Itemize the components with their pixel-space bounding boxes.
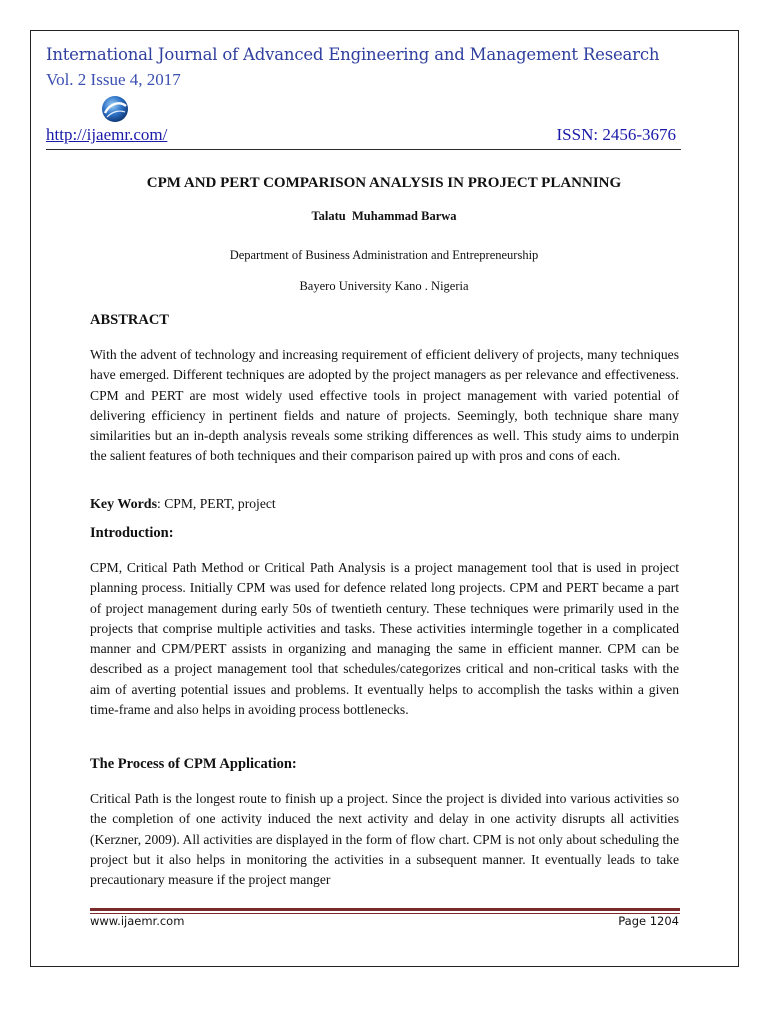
affiliation-university: Bayero University Kano . Nigeria: [299, 279, 469, 293]
cpm-process-heading: The Process of CPM Application:: [90, 756, 297, 772]
issn-label: ISSN: 2456-3676: [556, 125, 676, 144]
paper-title: CPM AND PERT COMPARISON ANALYSIS IN PROJECT PLANNING: [146, 175, 622, 191]
cpm-process-text: Critical Path is the longest route to finish up a project. Since the project is divided into various activities so the completion of one activity induced the next activity and delay in one activity disrupts all activities (Kerzner, 2009). All activities are displayed in the form of flow chart. CPM is not only about scheduling the project but it also helps in monitoring the activities in a subsequent manner. It eventually leads to take precautionary measure if the project manger: [90, 791, 679, 888]
footer-site: www.ijaemr.com: [90, 914, 185, 928]
journal-url-link[interactable]: http://ijaemr.com/: [46, 125, 168, 144]
header-divider: [46, 149, 681, 150]
keywords-value: : CPM, PERT, project: [157, 496, 276, 511]
footer-divider-thick: [90, 908, 680, 911]
globe-logo-icon: [100, 94, 130, 124]
journal-title: International Journal of Advanced Engineering and Management Research: [46, 45, 660, 64]
abstract-heading: ABSTRACT: [90, 312, 169, 328]
introduction-heading: Introduction:: [90, 525, 174, 541]
introduction-text: CPM, Critical Path Method or Critical Path Analysis is a project management tool that is used in project planning process. Initially CPM was used for defence related long projects. CPM and PERT became a part of project management during early 50s of twentieth century. These techniques were primarily used in the projects that comprise multiple activities and tasks. These activities intermingle together in a complicated manner and CPM/PERT assists in organizing and managing the same in efficient manner. CPM can be described as a project management tool that schedules/categorizes critical and non-critical tasks with the aim of averting potential issues and problems. It eventually helps to accomplish the tasks within a given time-frame and also helps in avoiding process bottlenecks.: [90, 560, 679, 718]
keywords-line: [90, 496, 276, 513]
author-name: Talatu Muhammad Barwa: [311, 209, 457, 223]
abstract-text: With the advent of technology and increasing requirement of efficient delivery of projects, many techniques have emerged. Different techniques are adopted by the project managers as per relevance and effectiveness. CPM and PERT are most widely used effective tools in project management with varied potential of delivering efficiency in pertinent fields and nature of projects. Seemingly, both technique share many similarities but an in-depth analysis reveals some striking differences as well. This study aims to underpin the salient features of both techniques and their comparison paired up with pros and cons of each.: [90, 347, 679, 464]
journal-volume: Vol. 2 Issue 4, 2017: [46, 70, 181, 89]
affiliation-department: Department of Business Administration and Entrepreneurship: [229, 248, 539, 262]
page-number: Page 1204: [618, 914, 679, 928]
keywords-label: Key Words: [90, 497, 158, 512]
